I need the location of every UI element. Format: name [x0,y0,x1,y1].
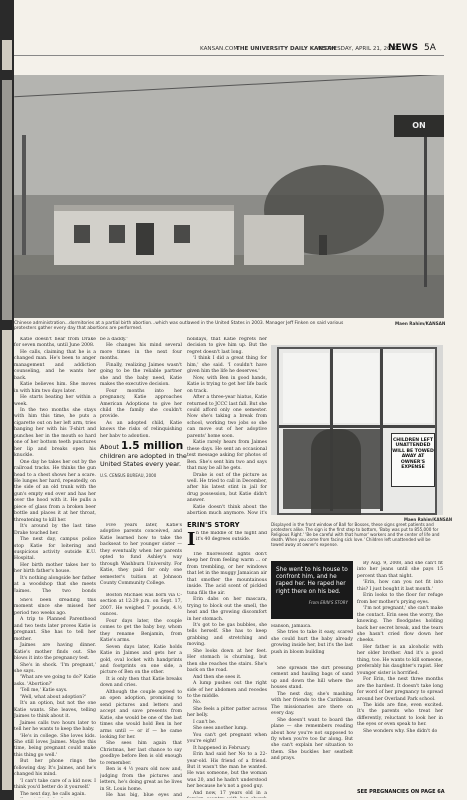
paragraph: A lump pushes out the right side of her abdomen and recedes to the middle. [187,681,267,699]
building-window [74,225,90,243]
paragraph: Four days later, the couple comes to get the baby boy, whom they rename Benjamin, from Katie's arms. [100,618,182,644]
paragraph: For Erin, the next three months are the hardest. It doesn't take long for word of her pregnancy to spread around her Overland Park school. [357,677,443,702]
paragraph: She doesn't want to board the plane — she remembers reading about how you're not supposed to fly when you're too far along. But she can't explain her situation to them. She buckles her seatbelt and prays. [271,717,353,762]
article-column-4 [271,624,353,660]
article-column-1 [14,337,96,592]
building-door [136,223,154,255]
paragraph: She's in shock. 'I'm pregnant,' she says. [14,662,96,674]
statistic-prefix: About [100,443,119,451]
previous-page-edge [0,0,14,800]
paragraph: It is only then that Katie breaks down and cries. [100,676,182,689]
paragraph: 'What are we going to do?' Katie asks. 'Abortion?' [14,675,96,687]
window-pane [383,353,433,423]
pull-quote-text: She went to his house to confront him, and he raped her. He raped her right there on his bed. [276,567,348,595]
paragraph: Her father is an alcoholic with her older brother. And it's a good thing, too. He wants to kill someone, preferably his daughter's rapist. Her younger sister is horrified. [357,644,443,676]
paragraph: She spreads the dirt pressing cement and hauling bags of sand up and down the hill where the houses stand. [271,666,353,691]
continued-jump-line: SEE PREGNANCIES ON PAGE 6A [357,789,445,795]
window-mullion [380,349,383,511]
paragraph: It's got to be gas bubbles, she tells herself. She has to keep grabbing and stretching and moving. [187,622,267,648]
paragraph: Erin looks to the floor for refuge from her mother's prying eyes. [357,593,443,605]
article-column-5 [357,561,443,787]
paragraph: Jaimes are having dinner. Katie's mother finds out. She blows it into the pregnancy test. [14,643,96,662]
paragraph: Although the couple agreed to an open adoption, promising to send pictures and letters and accept and save presents from Katie, she would be one of the last times she would hold Ben in her arms until — or if — he came looking for her. [100,689,182,740]
paragraph: You can't get pregnant when you're eight! [187,732,267,745]
photo-credit: Maen Rahim/KANSAN [395,321,446,326]
paragraph: She sees him again that Christmas, her last chance to say goodbye before Ben is old enough to remember. [100,741,182,766]
pull-quote [271,561,353,619]
person-silhouette [311,429,361,515]
paragraph: It happened in February. [193,745,251,751]
clinic-window-photo [271,345,443,515]
article-column-3b [187,552,267,798]
paragraph: The next day, he calls again. [20,791,86,797]
paragraph: 'Well, what about adoption?' [20,694,86,700]
paragraph: be a daddy.' [100,337,128,342]
paragraph: Drake is out of the picture as well. He tried to call in December, after his latest stint in jail for drug possession, but Katie didn't answer. [187,472,267,504]
paragraph: She tries to take it easy, scared she could hurt the baby already growing inside her, but it's the last push in bloom building [271,630,353,655]
paragraph: She feels a pitter patter across her belly. [187,706,267,719]
paragraph: Ben is 4 ½ years old now and, judging from the pictures and letters, he's doing great as he lives in St. Louis home. [100,767,182,792]
paragraph: And then she sees it. [193,674,242,680]
paragraph: 'Erin, how can you not fit into this? I just bought it last month.' [357,580,443,592]
article-column-3-lead [196,531,267,551]
site-url: KANSAN.COM [200,46,239,52]
paragraph: She's been dreading this moment since she missed her period two weeks ago. [14,598,96,616]
road [14,275,444,318]
paragraph: One day he takes her out by the railroad tracks. He thinks the gun head to a chest shows her a scare. He lunges her hard, repeatedly, on the side of an old trunk with the gun's empty end over and has her over the hood with it. He pulls a piece of glass from a broken beer bottle and places it at her throat, threatening to kill her. [14,459,96,523]
statistic-source: U.S. CENSUS BUREAU, 2000 [100,472,157,478]
paragraph: She wonders why. She didn't do [363,728,438,734]
neighboring-building [244,215,304,265]
paper-name: THE UNIVERSITY DAILY KANSAN [236,46,337,52]
article-column-1b [14,598,96,798]
paragraph: Five years later, Katie's adoptive parents conceived, and Katie learned how to take the backseat to her younger sister — they eventually when her parents opted to fund Ashley's way through Washburn University. For Katie, they paid for only one semester's tuition at Johnson County Community College. [100,523,182,587]
street-sign: ON [394,115,444,137]
paragraph: The next day, campus police stop Katie for loitering and suspicious activity outside K.U. Hospital. [14,537,96,562]
paragraph: It's around by the last time Drake touched her. [14,524,96,536]
paragraph: 'Tell me,' Katie says. [20,688,68,694]
photo-caption: Chinese administration...dormitories at a partial birth abortion...which was outlawed in the United States in 2003. Manager Jeff Finken on said various protesters gather every day that abortions are performed. [14,321,344,332]
utility-pole [22,135,26,275]
paragraph: No. [193,700,202,706]
paragraph: 'I'm not pregnant,' she can't make the contact. Erin sees the worry, the knowing. The floodgates holding back her secret break, and the tears she hasn't cried flow down her cheeks. [357,606,443,644]
building-window [174,225,190,243]
paragraph: I can't be. [193,719,217,725]
paragraph: He starts beating her within a week. [14,395,96,407]
paragraph: He has big, blue eyes and [106,793,182,798]
statistic-text [100,442,188,469]
article-column-2 [100,337,182,437]
paragraph: holidays, that Katie regrets her decision to give him up. But the regret doesn't last long. [187,337,267,355]
paragraph: Katie rarely hears from Jaimes these days. He sent an occasional text message asking for photos of Ben. She's sent him two and says that may be all he gets. [187,440,267,472]
paragraph: After a three-year hiatus, Katie returned to JCCC last fall. But she could afford only one semester. Now she's taking a break from school, working two jobs so she can move out of her adoptive parents' home soon. [187,395,267,439]
paragraph: Finally, realizing Jaimes wasn't going to be the reliable partner she and the baby need, Katie makes the executive decision. [100,362,182,388]
paragraph: 'He's in college. She loves kids. She still loves Jaimes. Maybe this time, being pregnant could make this thing go well.' [14,733,96,758]
statistic-figure: 1.5 million [120,440,184,452]
paragraph: He calls, claiming that he is a changed man. He's been to anger management and addiction counseling, and he wants her back. [14,349,96,381]
paragraph: Seven days later, Katie holds Katie in Jaimes and gets her a gold, oval locket with handprints and footprints on one side, a picture of Ben on the other. [100,644,182,676]
paragraph: Now, with Ben in good hands, Katie is trying to get her life back on track. [187,375,267,394]
paragraph: She looks down at her feet. Her stomach is churning, but then she reaches the stairs. She's back on the road. [187,648,267,674]
window-notice-sign: CHILDREN LEFT UNATTENDED WILL BE TOWED AWAY AT OWNER'S EXPENSE [391,433,435,487]
paragraph: A trip to Planned Parenthood and two tests later proves Katie is pregnant. She has to tell her mother. [14,617,96,642]
paragraph: Katie doesn't hear from Drake for seven months, until June 2008. [14,337,96,349]
pull-quote-source: From ERIN'S STORY [308,599,348,605]
drop-cap: I [187,529,196,550]
window-pane [333,353,379,423]
paragraph: n the middle of the night and it's 40 degrees outside. [196,531,267,543]
article-column-2c [100,593,182,798]
paragraph: 'I think I did a great thing for him,' she said. 'I couldn't have given him the life he deserves.' [187,356,267,375]
sign-pole [424,137,427,287]
article-column-3 [187,337,267,517]
article-column-2b [100,523,182,587]
window-mullion [279,425,435,428]
paragraph: Her birth mother takes her to her birth father's house. [14,562,96,575]
statistic-body: children are adopted in the United States every year. [100,451,187,468]
paragraph: Katie believes him. She moves in with him two days later. [14,382,96,394]
paragraph: The fluorescent lights don't keep her from feeling warm ... or from trembling, or her windows that let in the muggy Jamaican air that smother the mountainous inside. The acid scent of pickled tuna fills the air. [187,552,267,596]
statistic-pullout [100,442,188,478]
page-number: 5A [424,43,436,53]
clinic-photo [14,75,444,318]
paragraph: Erin had said her No to a 22-year-old. His friend of a friend. But it wasn't the man he wanted. He was someone, but the woman was 20, and he hadn't understood her because he's not a good guy. [187,752,267,790]
paragraph: And now, 17 years old in a [193,790,267,796]
paragraph: Boston Michael was born via C-section at 12:29 p.m. on Sept. 17, 2007. He weighed 7 pounds, 4.½ ounces. [100,593,182,618]
paragraph: Four months into her pregnancy, Katie approaches American Adoptions to give her child the family she couldn't provide. [100,388,182,420]
photo-credit: Maen Rahim/KANSAN [404,517,453,522]
paragraph: Jaimes calls two hours later to tell her he wants to keep the baby. [14,720,96,733]
section-name: NEWS [388,43,419,53]
issue-date: WEDNESDAY, APRIL 21, 2010 [316,46,398,52]
paragraph: But her phone rings the following day. It's Jaimes, and he's changed his mind. [14,759,96,778]
paragraph: The next day, she's mashing with her friends to the Caribbean. The missionaries are there on every day. [271,691,353,717]
paragraph: It's an option, but not the one Katie wants. She leaves, telling Jaimes to think about it. [14,701,96,720]
paragraph: Katie doesn't think about the abortion much anymore. Now it's [187,504,267,517]
paragraph: By Aug. 9, 2008, and she can't fit into her jeans until she pays 15 percent than that night. [357,561,443,579]
paragraph: In the two months she stays with him this time, he puts a cigarette out on her left arm, tries hanging her with his T-shirt and punches her in the mouth so hard one of her bottom teeth punctures her lip and breaks open his knuckle. [14,407,96,459]
article-column-4b [271,666,353,798]
paragraph: Erin dabs on her mascara, trying to block out the smell, the heat and the growing discomfort in her stomach. [187,597,267,622]
building-window [109,225,125,243]
section-subhead: ERIN'S STORY [187,521,240,529]
paragraph: He changes his mind several more times in the next four months. [100,343,182,362]
paragraph: It's nothing alongside her father at a woodshop that she meets Jaimes. The two bonds [14,575,96,592]
window-pane [283,353,329,423]
paragraph: Hanson, Jamaica. [271,624,312,629]
paragraph: 'I can't take care of a kid now. I think you'd better do it yourself.' [14,778,96,791]
paragraph: She sees another lump. [193,726,248,732]
paragraph: As an adopted child, Katie knows the risks of relinquishing her baby to adoption. [100,420,182,437]
photo-caption: Displayed in the front window of Ball for Bosses, these signs greet patients and protesters alike. The sign is the first step to bottom, 'Baby was put to 855,000 for Religious Right.' 'Be be careful with that humor' workers and the center of life and death. When you come from facing sick love.' Children left unattended will be towed away at owner's expense. [271,522,440,547]
page-header [14,40,444,56]
paragraph: The kids are fine, even excited. It's the parents who treat her differently, reluctant to look her in the eyes or even speak to her. [357,702,443,728]
